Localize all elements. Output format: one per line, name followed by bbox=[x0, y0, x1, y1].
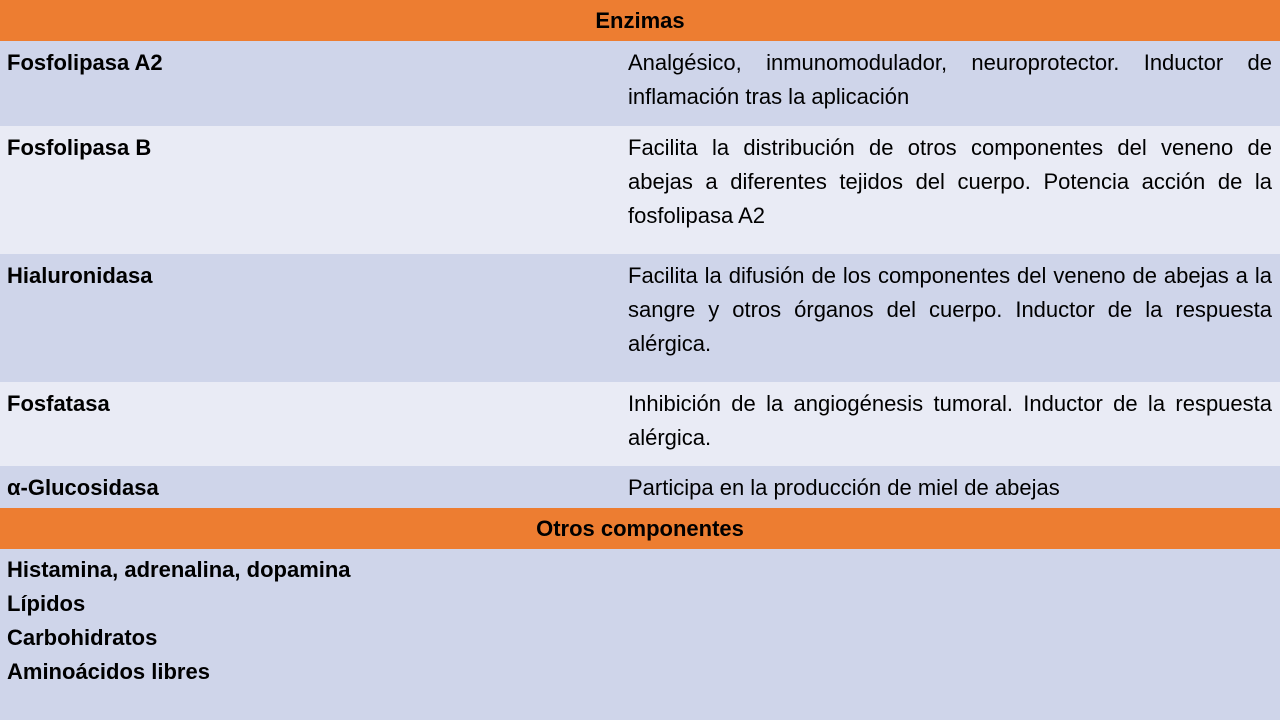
table-row bbox=[0, 254, 1280, 382]
table-row bbox=[0, 126, 1280, 254]
enzymes-header: Enzimas bbox=[0, 0, 1280, 41]
enzyme-name: Fosfolipasa B bbox=[7, 135, 152, 160]
others-header: Otros componentes bbox=[0, 508, 1280, 549]
table-row bbox=[0, 466, 1280, 508]
table-row bbox=[0, 382, 1280, 466]
enzyme-name: Fosfolipasa A2 bbox=[7, 50, 163, 75]
list-item: Histamina, adrenalina, dopamina bbox=[7, 557, 351, 582]
table-row bbox=[0, 41, 1280, 126]
enzyme-description: Facilita la difusión de los componentes del veneno de abejas a la sangre y otros órganos del cuerpo. Inductor de la respuesta alérgica. bbox=[628, 263, 1272, 356]
enzyme-description: Participa en la producción de miel de abejas bbox=[628, 475, 1060, 500]
enzyme-description: Inhibición de la angiogénesis tumoral. Inductor de la respuesta alérgica. bbox=[628, 391, 1272, 450]
list-item: Carbohidratos bbox=[7, 625, 158, 650]
list-item: Aminoácidos libres bbox=[7, 659, 210, 684]
enzyme-name: Hialuronidasa bbox=[7, 263, 153, 288]
enzyme-description: Analgésico, inmunomodulador, neuroprotector. Inductor de inflamación tras la aplicación bbox=[628, 50, 1272, 109]
enzyme-description: Facilita la distribución de otros componentes del veneno de abejas a diferentes tejidos del cuerpo. Potencia acción de la fosfolipasa A2 bbox=[628, 135, 1272, 228]
enzyme-name: α-Glucosidasa bbox=[7, 475, 159, 500]
others-list bbox=[0, 549, 1280, 720]
enzyme-name: Fosfatasa bbox=[7, 391, 110, 416]
list-item: Lípidos bbox=[7, 591, 86, 616]
